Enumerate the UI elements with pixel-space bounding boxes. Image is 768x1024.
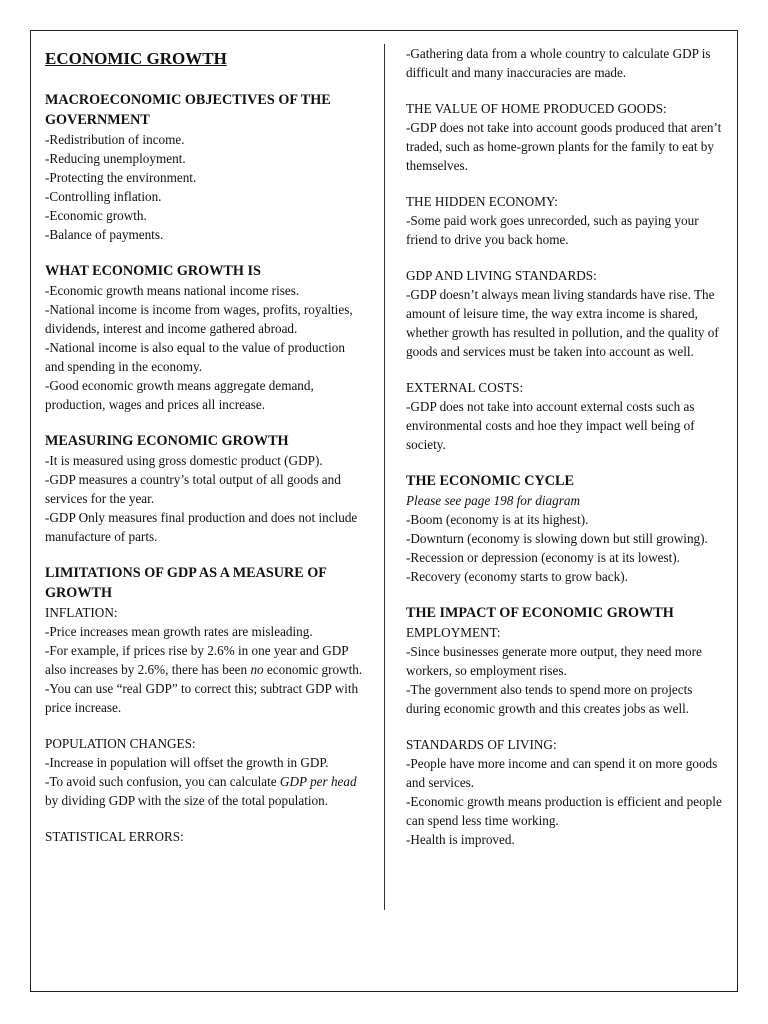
- section-heading: WHAT ECONOMIC GROWTH IS: [45, 263, 261, 279]
- text-run: -To avoid such confusion, you can calculate: [45, 774, 280, 789]
- list-item: -Recession or depression (economy is at its lowest).: [406, 550, 680, 565]
- list-item: -GDP Only measures final production and does not include manufacture of parts.: [45, 510, 358, 544]
- right-column: [406, 44, 726, 866]
- subheading-standards-of-living: STANDARDS OF LIVING:: [406, 737, 557, 752]
- list-item: -GDP doesn’t always mean living standards have rise. The amount of leisure time, the way extra income is shared, whether growth has resulted in pollution, and the quality of goods and services must be taken into account as well.: [406, 287, 719, 359]
- subheading-inflation: INFLATION:: [45, 605, 118, 620]
- emphasis-text: no: [250, 662, 264, 677]
- section-heading: THE ECONOMIC CYCLE: [406, 473, 574, 489]
- list-item: -Economic growth means production is efficient and people can spend less time working.: [406, 794, 722, 828]
- text-run: -For example, if prices rise by 2.6% in one year and GDP also increases by 2.6%, there has been: [45, 643, 349, 677]
- subheading-employment: EMPLOYMENT:: [406, 625, 501, 640]
- section-objectives: [45, 90, 367, 244]
- list-item: -Downturn (economy is slowing down but still growing).: [406, 531, 708, 546]
- list-item: [45, 772, 367, 810]
- section-living-standards: [406, 266, 726, 361]
- section-hidden-economy: [406, 192, 726, 249]
- subheading-hidden-economy: THE HIDDEN ECONOMY:: [406, 194, 558, 209]
- list-item: -National income is also equal to the value of production and spending in the economy.: [45, 340, 345, 374]
- list-item: -Controlling inflation.: [45, 189, 162, 204]
- list-item: -Price increases mean growth rates are misleading.: [45, 624, 313, 639]
- list-item: -Reducing unemployment.: [45, 151, 186, 166]
- diagram-note: Please see page 198 for diagram: [406, 493, 580, 508]
- document-title: ECONOMIC GROWTH: [45, 49, 227, 68]
- list-item: -GDP does not take into account external costs such as environmental costs and hoe they impact well being of society.: [406, 399, 695, 452]
- subheading-population: POPULATION CHANGES:: [45, 736, 196, 751]
- list-item: -GDP measures a country’s total output of all goods and services for the year.: [45, 472, 341, 506]
- section-heading: THE IMPACT OF ECONOMIC GROWTH: [406, 605, 674, 621]
- list-item: -GDP does not take into account goods produced that aren’t traded, such as home-grown plants for the family to eat by themselves.: [406, 120, 722, 173]
- list-item: -Redistribution of income.: [45, 132, 185, 147]
- section-economic-cycle: [406, 471, 726, 586]
- section-what-is: [45, 261, 367, 414]
- subheading-living-standards: GDP AND LIVING STANDARDS:: [406, 268, 597, 283]
- list-item: -National income is income from wages, profits, royalties, dividends, interest and income gathered abroad.: [45, 302, 353, 336]
- list-item: -Since businesses generate more output, they need more workers, so employment rises.: [406, 644, 702, 678]
- list-item: -Health is improved.: [406, 832, 515, 847]
- list-item: -It is measured using gross domestic product (GDP).: [45, 453, 323, 468]
- list-item: -Economic growth.: [45, 208, 147, 223]
- subheading-external-costs: EXTERNAL COSTS:: [406, 380, 524, 395]
- column-divider: [384, 44, 385, 910]
- list-item: -Some paid work goes unrecorded, such as paying your friend to drive you back home.: [406, 213, 699, 247]
- section-heading: LIMITATIONS OF GDP AS A MEASURE OF GROWTH: [45, 565, 327, 601]
- section-impact: [406, 603, 726, 849]
- section-statistical-continued: [406, 44, 726, 82]
- list-item: -Protecting the environment.: [45, 170, 197, 185]
- section-heading: MEASURING ECONOMIC GROWTH: [45, 433, 289, 449]
- section-home-produced: [406, 99, 726, 175]
- section-limitations: [45, 563, 367, 846]
- subheading-statistical-errors: STATISTICAL ERRORS:: [45, 829, 184, 844]
- section-measuring: [45, 431, 367, 546]
- section-heading: MACROECONOMIC OBJECTIVES OF THE GOVERNMENT: [45, 92, 331, 128]
- section-external-costs: [406, 378, 726, 454]
- list-item: -The government also tends to spend more on projects during economic growth and this creates jobs as well.: [406, 682, 693, 716]
- list-item: -Increase in population will offset the growth in GDP.: [45, 755, 329, 770]
- emphasis-text: GDP per head: [279, 774, 357, 789]
- left-column: [45, 44, 367, 863]
- subheading-home-produced: THE VALUE OF HOME PRODUCED GOODS:: [406, 101, 667, 116]
- list-item: -Boom (economy is at its highest).: [406, 512, 589, 527]
- list-item: -Economic growth means national income rises.: [45, 283, 300, 298]
- list-item: -Good economic growth means aggregate demand, production, wages and prices all increase.: [45, 378, 314, 412]
- list-item: -Balance of payments.: [45, 227, 164, 242]
- list-item: -You can use “real GDP” to correct this; subtract GDP with price increase.: [45, 681, 359, 715]
- list-item: -Gathering data from a whole country to calculate GDP is difficult and many inaccuracies are made.: [406, 46, 711, 80]
- list-item: [45, 641, 367, 679]
- list-item: -People have more income and can spend it on more goods and services.: [406, 756, 718, 790]
- text-run: economic growth.: [263, 662, 363, 677]
- text-run: by dividing GDP with the size of the total population.: [45, 793, 329, 808]
- list-item: -Recovery (economy starts to grow back).: [406, 569, 628, 584]
